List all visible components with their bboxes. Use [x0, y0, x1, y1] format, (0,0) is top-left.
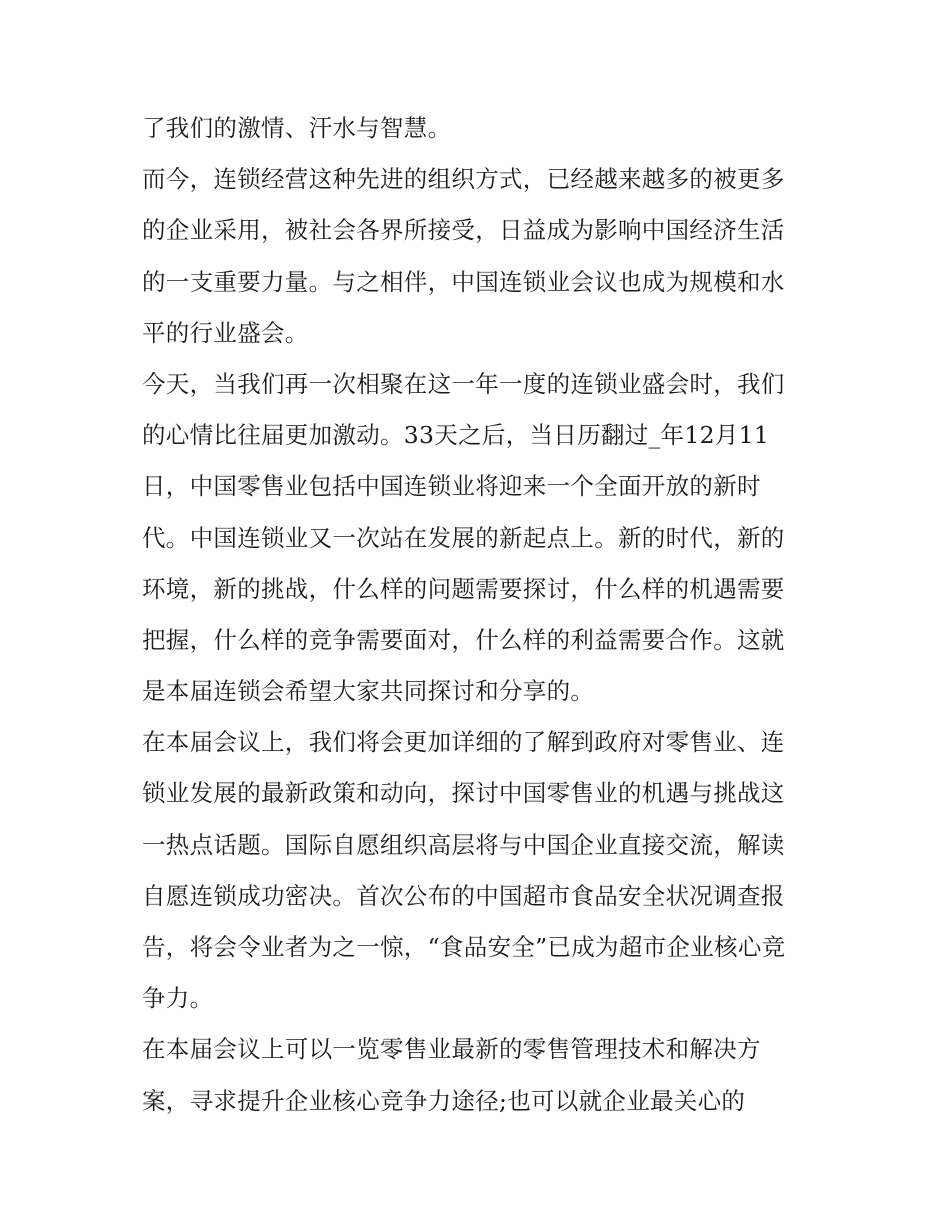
text-line: 在本届会议上可以一览零售业最新的零售管理技术和解决方: [142, 1035, 761, 1064]
text-line: 一热点话题。国际自愿组织高层将与中国企业直接交流，解读: [142, 830, 785, 859]
text-line: 了我们的激情、汗水与智慧。: [142, 114, 452, 142]
text-line: 锁业发展的最新政策和动向，探讨中国零售业的机遇与挑战这: [142, 779, 785, 808]
text-line: 的企业采用，被社会各界所接受，日益成为影响中国经济生活: [142, 216, 785, 245]
text-line: 环境，新的挑战，什么样的问题需要探讨，什么样的机遇需要: [142, 574, 785, 603]
text-line: 争力。: [142, 984, 214, 1013]
text-line: 告，将会令业者为之一惊，“食品安全”已成为超市企业核心竞: [142, 933, 786, 961]
text-line: 今天，当我们再一次相聚在这一年一度的连锁业盛会时，我们: [142, 369, 785, 398]
text-line: 的心情比往届更加激动。33天之后，当日历翻过_年12月11: [142, 421, 770, 450]
text-line: 把握，什么样的竞争需要面对，什么样的利益需要合作。这就: [142, 625, 785, 654]
document-body: [142, 103, 832, 1127]
text-line: 日，中国零售业包括中国连锁业将迎来一个全面开放的新时: [142, 472, 761, 501]
text-line: 是本届连锁会希望大家共同探讨和分享的。: [142, 677, 595, 706]
text-line: 代。中国连锁业又一次站在发展的新起点上。新的时代，新的: [142, 523, 785, 552]
text-line: 在本届会议上，我们将会更加详细的了解到政府对零售业、连: [142, 728, 785, 757]
text-line: 自愿连锁成功密决。首次公布的中国超市食品安全状况调查报: [142, 881, 785, 910]
text-line: 平的行业盛会。: [142, 318, 309, 347]
text-line: 而今，连锁经营这种先进的组织方式，已经越来越多的被更多: [142, 165, 785, 194]
text-line: 案，寻求提升企业核心竞争力途径;也可以就企业最关心的: [142, 1086, 746, 1115]
text-line: 的一支重要力量。与之相伴，中国连锁业会议也成为规模和水: [142, 267, 785, 296]
